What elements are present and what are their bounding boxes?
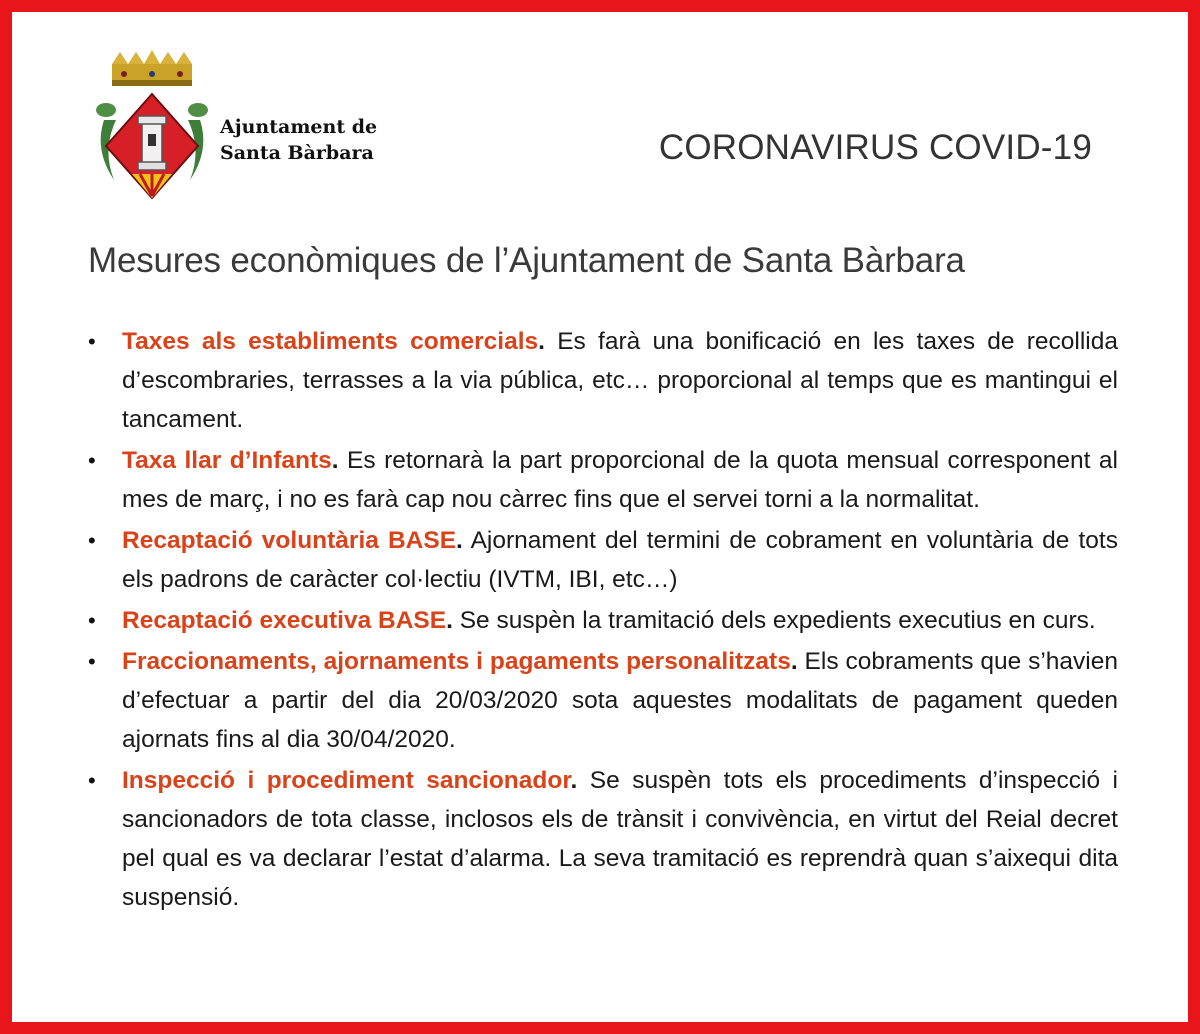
item-title: Fraccionaments, ajornaments i pagaments personalitzats — [122, 648, 791, 675]
item-text: Se suspèn tots els procediments d’inspecció i sancionadors de tota classe, inclosos els de trànsit i convivència, en virtut del Reial decret pel qual es va declarar l’estat d’alarma. La seva tramitació es reprendrà quan s’aixequi dita suspensió. — [122, 767, 1119, 911]
item-text: Se suspèn la tramitació dels expedients executius en curs. — [459, 607, 1096, 634]
bullet-icon: • — [88, 608, 96, 633]
list-item: • Fraccionaments, ajornaments i pagaments personalitzats. Els cobraments que s’havien d’efectuar a partir del dia 20/03/2020 sota aquestes modalitats de pagament queden ajornats fins al dia 30/04/2020. — [88, 642, 1118, 759]
list-item: • Recaptació executiva BASE. Se suspèn la tramitació dels expedients executius en curs. — [88, 601, 1118, 640]
bullet-icon: • — [88, 329, 96, 354]
list-item: • Taxes als establiments comercials. Es farà una bonificació en les taxes de recollida d’escombraries, terrasses a la via pública, etc… proporcional al temps que es mantingui el tancament. — [88, 322, 1118, 439]
ajuntament-logo — [94, 50, 394, 210]
page-title: Mesures econòmiques de l’Ajuntament de Santa Bàrbara — [88, 241, 965, 280]
item-title: Taxa llar d’Infants — [122, 447, 332, 474]
measures-list — [88, 322, 1118, 919]
header-title: CORONAVIRUS COVID-19 — [658, 128, 1092, 167]
bullet-icon: • — [88, 768, 96, 793]
item-text: Ajornament del termini de cobrament en voluntària de tots els padrons de caràcter col·lectiu (IVTM, IBI, etc…) — [122, 527, 1118, 593]
coat-of-arms-icon — [94, 50, 210, 210]
list-item: • Taxa llar d’Infants. Es retornarà la part proporcional de la quota mensual corresponent al mes de març, i no es farà cap nou càrrec fins que el servei torni a la normalitat. — [88, 441, 1118, 519]
logo-line-1: Ajuntament de — [220, 116, 378, 138]
logo-line-2: Santa Bàrbara — [220, 142, 374, 164]
list-item: • Recaptació voluntària BASE. Ajornament del termini de cobrament en voluntària de tots els padrons de caràcter col·lectiu (IVTM, IBI, etc…) — [88, 521, 1118, 599]
item-title: Recaptació voluntària BASE — [122, 527, 457, 554]
item-text: Es retornarà la part proporcional de la quota mensual corresponent al mes de març, i no es farà cap nou càrrec fins que el servei torni a la normalitat. — [122, 447, 1118, 513]
item-text: Els cobraments que s’havien d’efectuar a partir del dia 20/03/2020 sota aquestes modalitats de pagament queden ajornats fins al dia 30/04/2020. — [122, 648, 1118, 753]
bullet-icon: • — [88, 649, 96, 674]
item-title: Inspecció i procediment sancionador — [122, 767, 571, 794]
item-title: Recaptació executiva BASE — [122, 607, 447, 634]
bullet-icon: • — [88, 448, 96, 473]
item-text: Es farà una bonificació en les taxes de recollida d’escombraries, terrasses a la via pública, etc… proporcional al temps que es mantingui el tancament. — [122, 328, 1119, 433]
list-item: • Inspecció i procediment sancionador. Se suspèn tots els procediments d’inspecció i sancionadors de tota classe, inclosos els de trànsit i convivència, en virtut del Reial decret pel qual es va declarar l’estat d’alarma. La seva tramitació es reprendrà quan s’aixequi dita suspensió. — [88, 761, 1118, 917]
logo-text — [220, 114, 377, 166]
bullet-icon: • — [88, 528, 96, 553]
item-title: Taxes als establiments comercials — [122, 328, 539, 355]
